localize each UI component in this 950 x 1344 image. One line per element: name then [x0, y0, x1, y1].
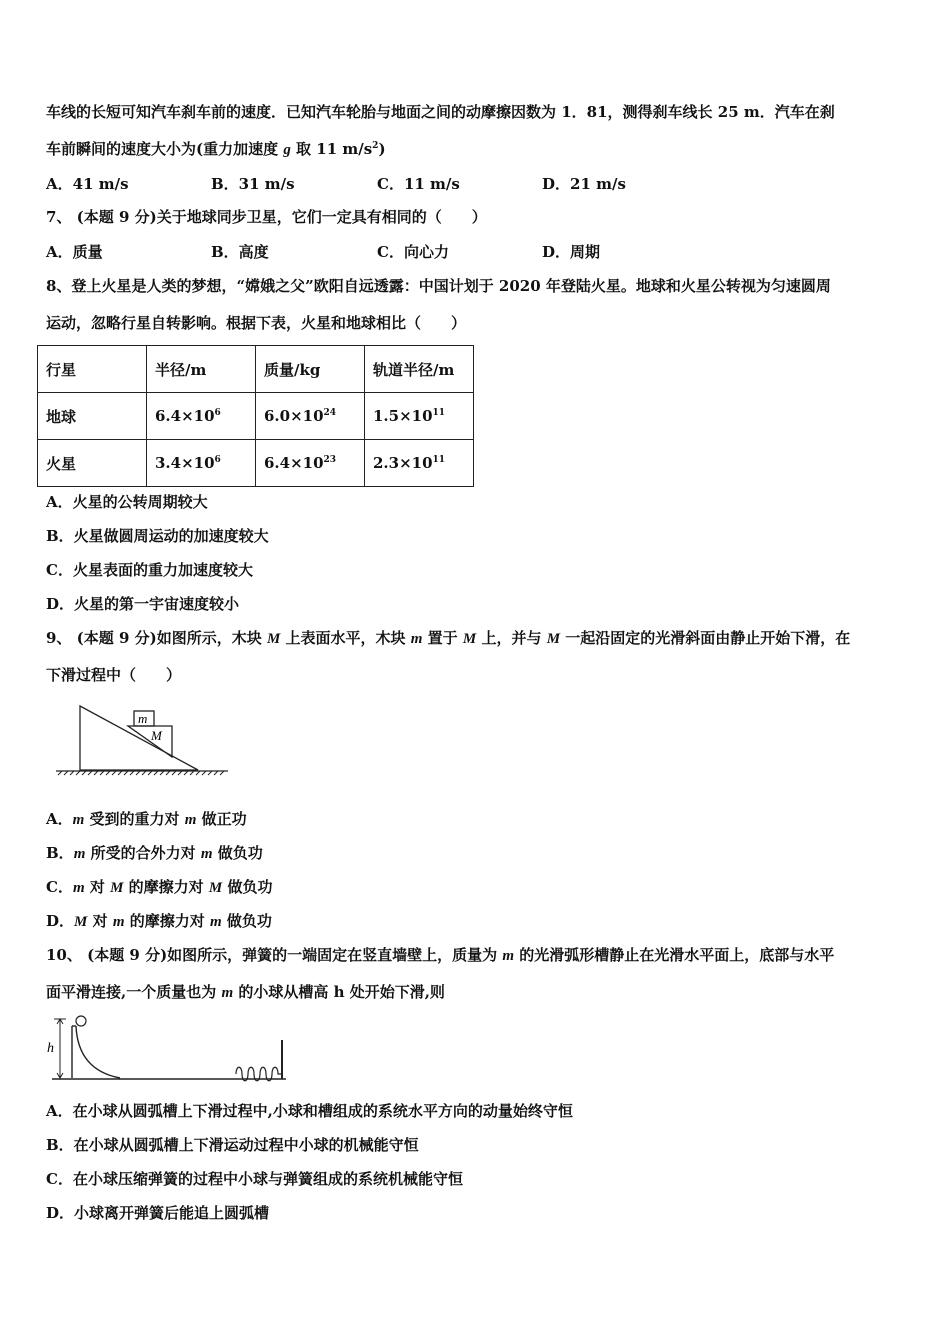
- q6-option-b: B．31 m/s: [211, 175, 295, 193]
- q9-option-d: D．M 对 m 的摩擦力对 m 做负功: [46, 912, 272, 930]
- q9-stem-line2: 下滑过程中（ ）: [46, 666, 182, 684]
- q10-option-d: D．小球离开弹簧后能追上圆弧槽: [46, 1204, 270, 1222]
- q6-text-line2: 车前瞬间的速度大小为(重力加速度 g 取 11 $m/s^2$): [46, 140, 386, 158]
- q7-option-b: B．高度: [211, 243, 269, 261]
- q10-option-a: A．在小球从圆弧槽上下滑过程中,小球和槽组成的系统水平方向的动量始终守恒: [46, 1102, 573, 1120]
- q8-option-a: A．火星的公转周期较大: [46, 493, 208, 511]
- table-header-cell: 半径/m: [147, 346, 256, 393]
- label-m: m: [138, 711, 148, 726]
- q10-stem-line1: 10、 (本题 9 分)如图所示，弹簧的一端固定在竖直墙壁上，质量为 m 的光滑弧形槽静止在光滑水平面上，底部与水平: [46, 946, 835, 964]
- table-row: [38, 440, 474, 487]
- height-marker: [54, 1019, 66, 1078]
- q6-text-line1: 车线的长短可知汽车刹车前的速度．已知汽车轮胎与地面之间的动摩擦因数为 1．81，测得刹车线长 25 m．汽车在刹: [46, 103, 835, 121]
- q9-option-c: C．m 对 M 的摩擦力对 M 做负功: [46, 878, 273, 896]
- table-cell-orbit: $2.3\times 10^{11}$: [365, 440, 474, 487]
- q10-option-b: B．在小球从圆弧槽上下滑运动过程中小球的机械能守恒: [46, 1136, 419, 1154]
- table-header-cell: 轨道半径/m: [365, 346, 474, 393]
- small-ball: [76, 1016, 86, 1026]
- table-cell-orbit: $1.5\times 10^{11}$: [365, 393, 474, 440]
- q9-stem-line1: 9、 (本题 9 分)如图所示，木块 M 上表面水平，木块 m 置于 M 上，并与 M 一起沿固定的光滑斜面由静止开始下滑，在: [46, 629, 851, 647]
- q9-option-a: A．m 受到的重力对 m 做正功: [46, 810, 247, 828]
- table-cell-mass: $6.0\times 10^{24}$: [256, 393, 365, 440]
- block-M: [128, 726, 172, 757]
- q7-stem: 7、 (本题 9 分)关于地球同步卫星，它们一定具有相同的（ ）: [46, 208, 487, 226]
- table-row: [38, 393, 474, 440]
- label-M: M: [151, 728, 162, 743]
- q10-option-c: C．在小球压缩弹簧的过程中小球与弹簧组成的系统机械能守恒: [46, 1170, 463, 1188]
- ground-line: [56, 771, 228, 775]
- table-cell-planet: 地球: [38, 393, 147, 440]
- table-header-cell: 行星: [38, 346, 147, 393]
- q6-option-a: A．41 m/s: [46, 175, 129, 193]
- table-cell-radius: $6.4\times 10^6$: [147, 393, 256, 440]
- incline-figure: [50, 700, 235, 776]
- spring-track-figure: [42, 1012, 290, 1084]
- q8-option-b: B．火星做圆周运动的加速度较大: [46, 527, 269, 545]
- label-h: h: [47, 1041, 54, 1056]
- q8-option-d: D．火星的第一宇宙速度较小: [46, 595, 240, 613]
- table-cell-planet: 火星: [38, 440, 147, 487]
- planet-table: [37, 345, 474, 487]
- q8-stem-line2: 运动，忽略行星自转影响。根据下表，火星和地球相比（ ）: [46, 314, 467, 332]
- q7-option-d: D．周期: [542, 243, 601, 261]
- arc-groove: [72, 1026, 120, 1078]
- table-header-row: [38, 346, 474, 393]
- q9-option-b: B．m 所受的合外力对 m 做负功: [46, 844, 263, 862]
- q7-option-c: C．向心力: [377, 243, 449, 261]
- table-cell-radius: $3.4\times 10^6$: [147, 440, 256, 487]
- q8-stem-line1: 8、登上火星是人类的梦想，“嫦娥之父”欧阳自远透露：中国计划于 2020 年登陆火星。地球和火星公转视为匀速圆周: [46, 277, 831, 295]
- q6-option-c: C．11 m/s: [377, 175, 460, 193]
- q10-stem-line2: 面平滑连接,一个质量也为 m 的小球从槽高 h 处开始下滑,则: [46, 983, 445, 1001]
- table-header-cell: 质量/kg: [256, 346, 365, 393]
- q7-option-a: A．质量: [46, 243, 103, 261]
- q8-option-c: C．火星表面的重力加速度较大: [46, 561, 253, 579]
- table-cell-mass: $6.4\times 10^{23}$: [256, 440, 365, 487]
- q6-option-d: D．21 m/s: [542, 175, 626, 193]
